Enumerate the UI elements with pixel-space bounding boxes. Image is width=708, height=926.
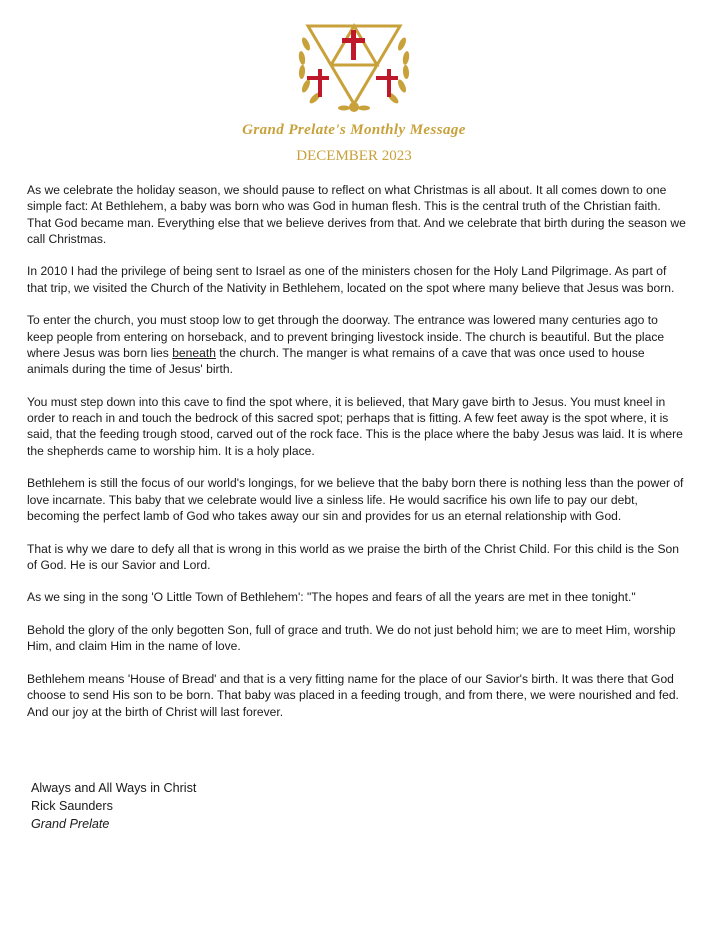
page-title: Grand Prelate's Monthly Message — [242, 122, 466, 138]
paragraph: In 2010 I had the privilege of being sent to Israel as one of the ministers chosen for the Holy Land Pilgrimage. As part of that trip, we visited the Church of the Nativity in Bethlehem, located on the spot where many believe that Jesus was born. — [27, 264, 675, 295]
paragraph: As we sing in the song 'O Little Town of Bethlehem': "The hopes and fears of all the years are met in thee tonight." — [27, 590, 636, 605]
emblem-icon — [294, 14, 414, 120]
message-body — [27, 182, 687, 736]
closing-line: Always and All Ways in Christ — [31, 781, 197, 795]
paragraph: As we celebrate the holiday season, we should pause to reflect on what Christmas is all about. It all comes down to one simple fact: At Bethlehem, a baby was born who was God in human flesh. This is the central truth of the Christian faith. That God became man. Everything else that we believe derives from that. And we celebrate that birth during the season we call Christmas. — [27, 183, 686, 246]
paragraph: Behold the glory of the only begotten Son, full of grace and truth. We do not just behold him; we are to meet Him, worship Him, and claim Him in the name of love. — [27, 623, 676, 654]
month-heading: DECEMBER 2023 — [296, 148, 412, 164]
paragraph-text: To enter the church, you must stoop low to get through the doorway. The entrance was lowered many centuries ago to keep people from entering on horseback, and to prevent bringing livestock inside. The church is beautiful. But the place where Jesus was born lies — [27, 313, 665, 360]
paragraph: You must step down into this cave to find the spot where, it is believed, that Mary gave birth to Jesus. You must kneel in order to reach in and touch the bedrock of this sacred spot; perhaps that is fitting. A few feet away is the spot where, it is said, that the feeding trough stood, carved out of the rock face. This is the place where the baby Jesus was laid. It is where the shepherds came to worship him. It is a holy place. — [27, 394, 683, 458]
paragraph: Bethlehem means 'House of Bread' and that is a very fitting name for the place of our Savior's birth. It was there that God choose to send His son to be born. That baby was placed in a feeding trough, and from there, we were nourished and fed. And our joy at the birth of Christ will last forever. — [27, 671, 679, 719]
paragraph: That is why we dare to defy all that is wrong in this world as we praise the birth of the Christ Child. For this child is the Son of God. He is our Savior and Lord. — [27, 541, 680, 572]
author-name: Rick Saunders — [31, 799, 113, 813]
paragraph: Bethlehem is still the focus of our world's longings, for we believe that the baby born there is nothing less than the power of love incarnate. This baby that we celebrate would live a sinless life. He would sacrifice his own life to pay our debt, becoming the perfect lamb of God who takes away our sin and provides for us an eternal relationship with God. — [27, 476, 684, 523]
paragraph — [27, 312, 687, 377]
underlined-word: beneath — [172, 345, 216, 360]
author-role: Grand Prelate — [31, 817, 110, 831]
paragraph-text: the church. The manger is what remains of a cave that was once used to house animals during the time of Jesus' birth. — [27, 345, 645, 377]
signature-block — [31, 779, 196, 833]
